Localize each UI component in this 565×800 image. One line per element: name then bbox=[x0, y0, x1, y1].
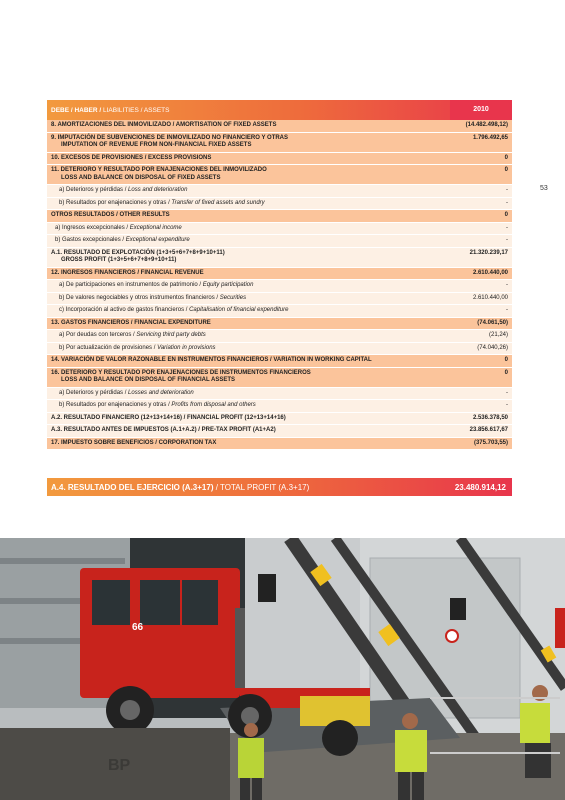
row-value: - bbox=[506, 307, 508, 313]
row-label-line: 17. IMPUESTO SOBRE BENEFICIOS / CORPORATION TAX bbox=[51, 439, 217, 446]
row-value: 0 bbox=[504, 369, 508, 376]
row-label-en: Transfer of fixed assets and sundry bbox=[171, 199, 265, 206]
row-value: - bbox=[506, 237, 508, 243]
row-value: (74.061,50) bbox=[477, 319, 508, 326]
row-label-line: 10. EXCESOS DE PROVISIONES / EXCESS PROVISIONS bbox=[51, 154, 212, 161]
row-label-en: Securities bbox=[219, 294, 247, 301]
row-label bbox=[47, 355, 442, 367]
row-label bbox=[47, 165, 442, 184]
total-label-bold: A.4. RESULTADO DEL EJERCICIO (A.3+17) bbox=[51, 482, 214, 492]
total-profit-row bbox=[47, 478, 512, 496]
row-label bbox=[47, 120, 442, 132]
row-label-en: Servicing third party debts bbox=[136, 332, 206, 338]
table-row bbox=[47, 268, 512, 281]
row-value: 2.610.440,00 bbox=[472, 294, 508, 301]
row-label-es: b) Resultados por enajenaciones y otras / bbox=[59, 402, 172, 408]
table-row bbox=[47, 343, 512, 356]
table-row bbox=[47, 425, 512, 438]
row-label-line: A.3. RESULTADO ANTES DE IMPUESTOS (A.1+A.2) / PRE-TAX PROFIT (A1+A2) bbox=[51, 427, 276, 433]
table-row bbox=[47, 330, 512, 343]
row-label bbox=[47, 318, 442, 330]
row-label-es: a) Ingresos excepcionales / bbox=[55, 224, 130, 231]
row-label bbox=[47, 185, 442, 197]
table-row bbox=[47, 210, 512, 223]
row-label bbox=[47, 425, 442, 437]
row-value: (375.703,55) bbox=[473, 439, 508, 446]
row-label-es: c) Incorporación al activo de gastos financieros / bbox=[59, 307, 190, 313]
row-label-line: A.1. RESULTADO DE EXPLOTACIÓN (1+3+5+6+7+8+9+10+11) bbox=[51, 249, 225, 256]
row-label bbox=[47, 413, 442, 425]
row-label-es: b) De valores negociables y otros instrumentos financieros / bbox=[59, 294, 220, 301]
row-value: 0 bbox=[504, 212, 508, 218]
row-label-es: a) Deterioros y pérdidas / bbox=[59, 389, 129, 396]
table-row bbox=[47, 293, 512, 306]
row-label bbox=[47, 293, 442, 305]
table-row bbox=[47, 355, 512, 368]
row-label-es: a) De participaciones en instrumentos de patrimonio / bbox=[59, 282, 203, 288]
row-value: - bbox=[506, 224, 508, 231]
row-label bbox=[47, 133, 442, 152]
table-body bbox=[47, 120, 512, 450]
row-label bbox=[47, 248, 442, 267]
row-value: (14.482.498,12) bbox=[465, 122, 508, 128]
row-label bbox=[47, 438, 442, 450]
row-label-es: a) Deterioros y pérdidas / bbox=[59, 187, 129, 193]
row-value: 23.856.617,67 bbox=[469, 427, 508, 433]
row-label bbox=[47, 223, 442, 235]
row-label-line: 8. AMORTIZACIONES DEL INMOVILIZADO / AMORTISATION OF FIXED ASSETS bbox=[51, 122, 277, 128]
header-label bbox=[47, 107, 450, 114]
row-label-en: Profits from disposal and others bbox=[171, 402, 256, 408]
table-row bbox=[47, 223, 512, 236]
row-label-es: b) Resultados por enajenaciones y otras / bbox=[59, 199, 172, 206]
income-statement-table bbox=[47, 100, 512, 450]
row-label-line: 13. GASTOS FINANCIEROS / FINANCIAL EXPENDITURE bbox=[51, 319, 211, 326]
row-value: 1.796.492,65 bbox=[472, 134, 508, 141]
table-row bbox=[47, 153, 512, 166]
table-row bbox=[47, 120, 512, 133]
row-label bbox=[47, 153, 442, 165]
table-row bbox=[47, 413, 512, 426]
row-label bbox=[47, 400, 442, 412]
row-value: - bbox=[506, 282, 508, 288]
row-label bbox=[47, 268, 442, 280]
row-label-line: 14. VARIACIÓN DE VALOR RAZONABLE EN INSTRUMENTOS FINANCIEROS / VARIATION IN WORKING CAPITAL bbox=[51, 357, 372, 363]
row-label bbox=[47, 388, 442, 400]
table-row bbox=[47, 388, 512, 401]
row-value: 2.536.378,50 bbox=[472, 414, 508, 421]
row-label-es: b) Por actualización de provisiones / bbox=[59, 344, 158, 351]
row-label-line: 11. DETERIORO Y RESULTADO POR ENAJENACIONES DEL INMOVILIZADO bbox=[51, 167, 267, 173]
logo-bp: BP bbox=[108, 757, 131, 774]
row-label-es: b) Gastos excepcionales / bbox=[55, 237, 126, 243]
table-row bbox=[47, 400, 512, 413]
row-label-line: LOSS AND BALANCE ON DISPOSAL OF FINANCIAL ASSETS bbox=[61, 377, 236, 383]
row-label-en: Loss and deterioration bbox=[128, 187, 188, 193]
table-row bbox=[47, 198, 512, 211]
row-value: - bbox=[506, 199, 508, 206]
total-label-light: / TOTAL PROFIT (A.3+17) bbox=[213, 482, 310, 492]
row-label-line: 12. INGRESOS FINANCIEROS / FINANCIAL REVENUE bbox=[51, 269, 204, 276]
header-label-bold: DEBE / HABER / bbox=[51, 106, 102, 114]
row-value: - bbox=[506, 187, 508, 193]
row-label-line: A.2. RESULTADO FINANCIERO (12+13+14+16) / FINANCIAL PROFIT (12+13+14+16) bbox=[51, 414, 286, 421]
row-value: - bbox=[506, 389, 508, 396]
truck-number-66: 66 bbox=[132, 622, 144, 633]
row-label bbox=[47, 343, 442, 355]
header-label-light: LIABILITIES / ASSETS bbox=[101, 106, 170, 114]
table-row bbox=[47, 165, 512, 185]
row-value: (74.040,26) bbox=[477, 344, 508, 351]
row-value: 21.320.239,17 bbox=[469, 249, 508, 256]
photo-illustration bbox=[0, 538, 565, 800]
table-row bbox=[47, 235, 512, 248]
total-value: 23.480.914,12 bbox=[454, 482, 506, 492]
row-label-en: Losses and deterioration bbox=[128, 389, 194, 396]
row-label-en: Exceptional income bbox=[129, 224, 182, 231]
row-label bbox=[47, 305, 442, 317]
table-row bbox=[47, 438, 512, 451]
page-number: 53 bbox=[540, 185, 548, 192]
row-label-line: 16. DETERIORO Y RESULTADO POR ENAJENACIONES DE INSTRUMENTOS FINANCIEROS bbox=[51, 369, 311, 376]
row-value: 2.610.440,00 bbox=[472, 269, 508, 276]
row-label-line: 9. IMPUTACIÓN DE SUBVENCIONES DE INMOVILIZADO NO FINANCIERO Y OTRAS bbox=[51, 134, 289, 141]
row-label bbox=[47, 235, 442, 247]
row-value: 0 bbox=[504, 357, 508, 363]
row-value: 0 bbox=[504, 154, 508, 161]
row-label bbox=[47, 210, 442, 222]
row-label-line: GROSS PROFIT (1+3+5+6+7+8+9+10+11) bbox=[61, 257, 177, 263]
row-label-en: Equity participation bbox=[202, 282, 254, 288]
row-label-es: a) Por deudas con terceros / bbox=[59, 332, 137, 338]
row-label bbox=[47, 280, 442, 292]
row-label-line: OTROS RESULTADOS / OTHER RESULTS bbox=[51, 212, 170, 218]
table-row bbox=[47, 280, 512, 293]
row-value: - bbox=[506, 402, 508, 408]
table-row bbox=[47, 368, 512, 388]
row-value: (21,24) bbox=[488, 332, 508, 338]
row-label bbox=[47, 198, 442, 210]
port-truck-photo bbox=[0, 538, 565, 800]
table-header bbox=[47, 100, 512, 120]
header-year: 2010 bbox=[450, 100, 512, 120]
row-label-line: LOSS AND BALANCE ON DISPOSAL OF FIXED ASSETS bbox=[61, 174, 221, 181]
row-label-en: Capitalisation of financial expenditure bbox=[189, 307, 289, 313]
row-label-line: IMPUTATION OF REVENUE FROM NON-FINANCIAL FIXED ASSETS bbox=[61, 142, 252, 148]
table-row bbox=[47, 133, 512, 153]
table-row bbox=[47, 305, 512, 318]
total-label bbox=[47, 483, 426, 492]
table-row bbox=[47, 248, 512, 268]
table-row bbox=[47, 318, 512, 331]
row-label-en: Exceptional expenditure bbox=[125, 237, 190, 243]
row-value: 0 bbox=[504, 167, 508, 173]
table-row bbox=[47, 185, 512, 198]
row-label bbox=[47, 330, 442, 342]
row-label bbox=[47, 368, 442, 387]
row-label-en: Variation in provisions bbox=[157, 344, 216, 351]
